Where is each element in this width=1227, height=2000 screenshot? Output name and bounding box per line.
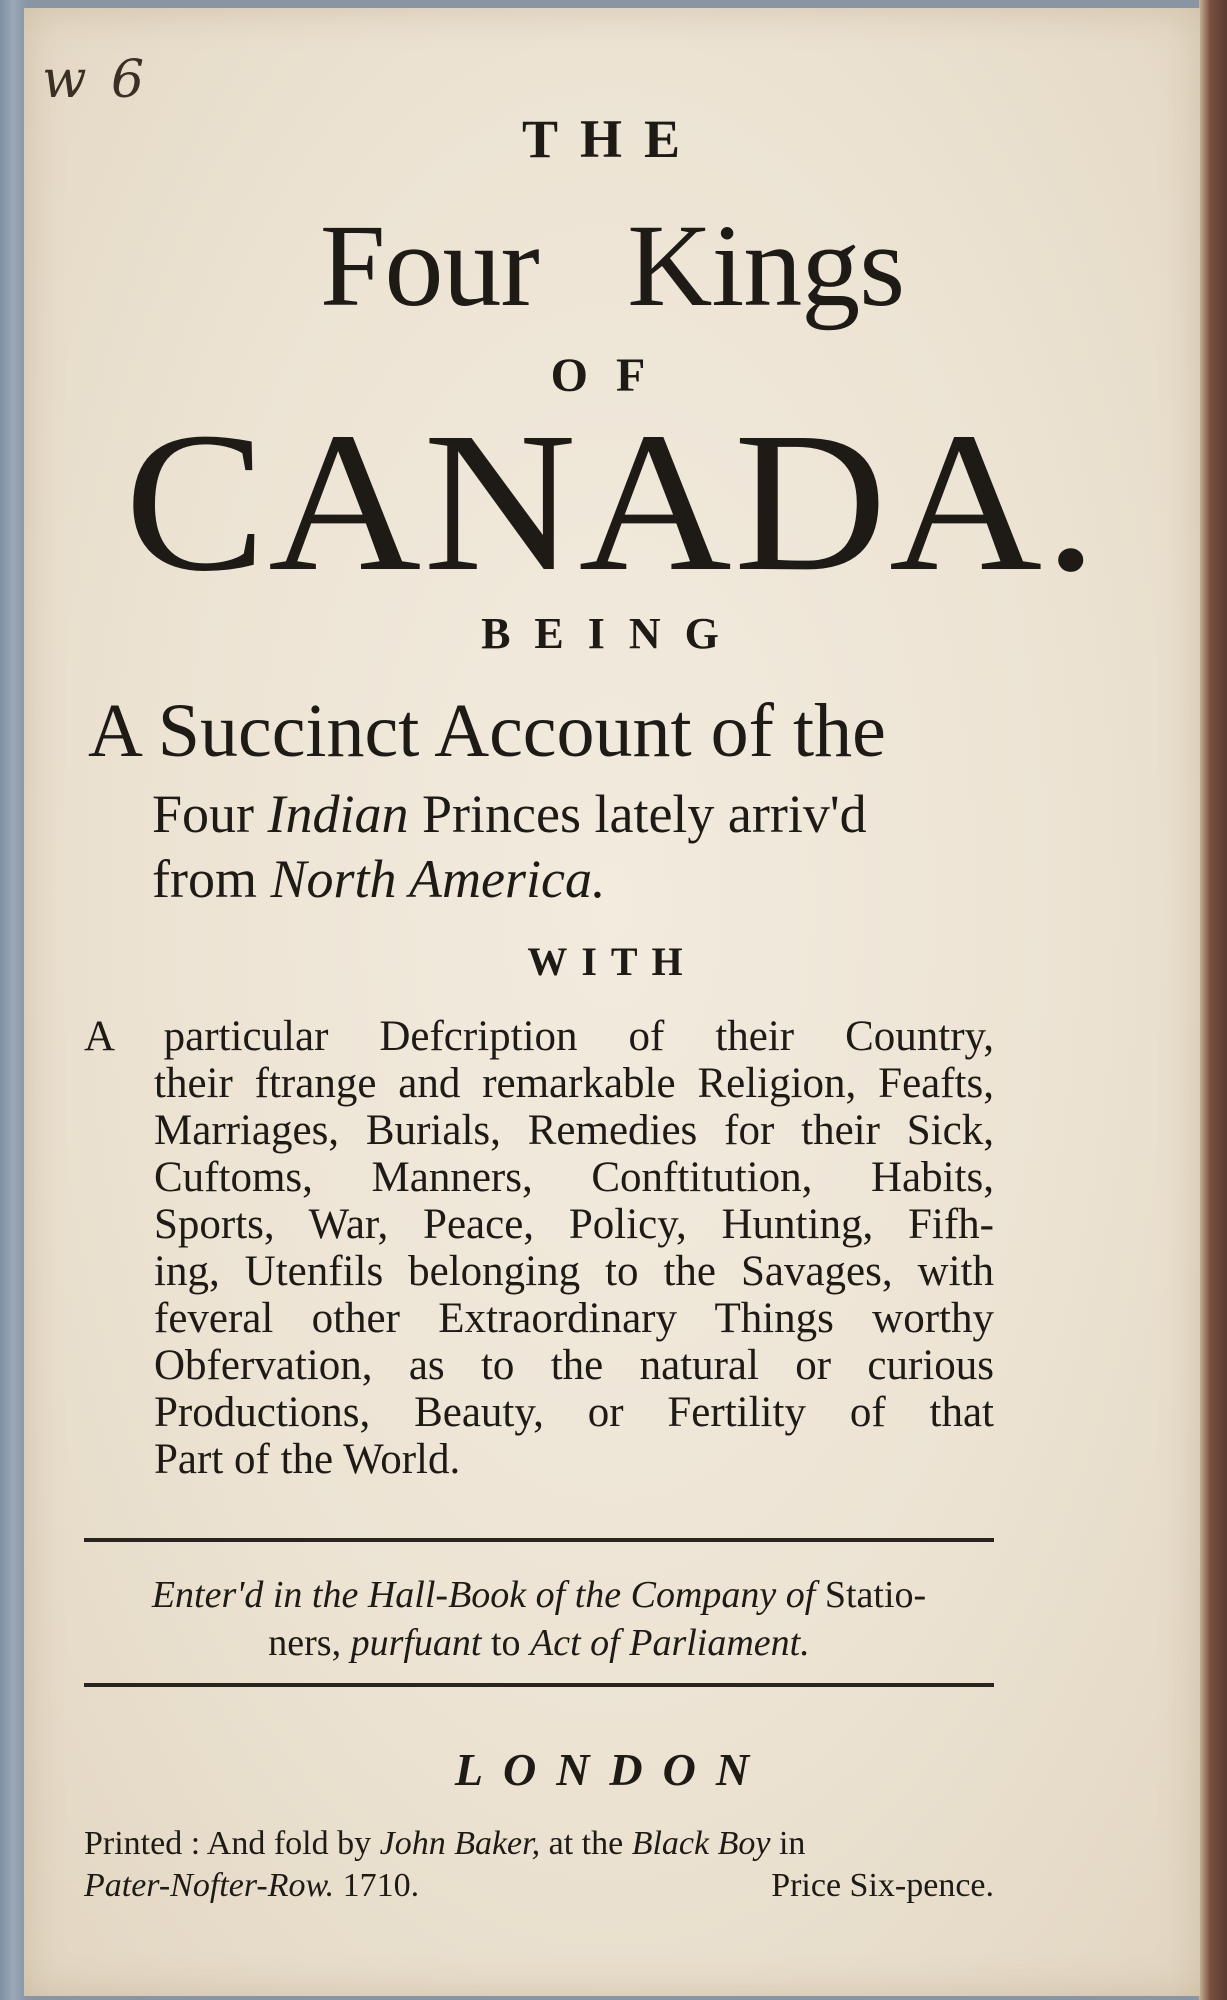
- imprint-italic: Black Boy: [631, 1825, 771, 1862]
- description-line: A particular Defcription of their Country,: [84, 1013, 994, 1060]
- title-of: OF: [550, 349, 674, 402]
- entered-italic: purfuant: [350, 1622, 482, 1664]
- entered-text: to: [481, 1622, 531, 1664]
- imprint-text: at the: [540, 1825, 632, 1862]
- imprint-italic: John Baker,: [379, 1825, 541, 1862]
- subtitle-italic: North America.: [270, 849, 606, 909]
- divider-rule-bottom: [84, 1683, 994, 1687]
- book-gutter-edge: [1199, 0, 1227, 2000]
- description-line: ing, Utenfils belonging to the Savages, with: [154, 1248, 994, 1295]
- entered-line-1: [84, 1571, 994, 1619]
- imprint-block: [84, 1823, 994, 1907]
- imprint-price: Price Six-pence.: [771, 1867, 994, 1904]
- entered-text: ners,: [268, 1622, 351, 1664]
- imprint-place: [84, 1865, 419, 1907]
- subtitle-text: Four: [152, 784, 268, 844]
- description-line: Obfervation, as to the natural or curious: [154, 1342, 994, 1389]
- description-block: [84, 1013, 994, 1483]
- title-four-kings: Four Kings: [319, 200, 905, 331]
- imprint-line-2: [84, 1865, 994, 1907]
- description-line: Part of the World.: [154, 1436, 461, 1483]
- imprint-line-1: [84, 1823, 994, 1865]
- title-canada: CANADA.: [124, 392, 1100, 613]
- description-line: feveral other Extraordinary Things worthy: [154, 1295, 994, 1342]
- imprint-city: LONDON: [454, 1744, 770, 1795]
- divider-rule-top: [84, 1538, 994, 1542]
- subtitle-text: Princes lately arriv'd: [408, 784, 867, 844]
- entered-text: Statio-: [815, 1574, 927, 1616]
- description-line: Marriages, Burials, Remedies for their Sick,: [154, 1107, 994, 1154]
- description-line: Sports, War, Peace, Policy, Hunting, Fifh-: [154, 1201, 994, 1248]
- entered-notice: [84, 1571, 994, 1667]
- description-line: Cuftoms, Manners, Conftitution, Habits,: [154, 1154, 994, 1201]
- imprint-italic: Pater-Nofter-Row.: [84, 1867, 335, 1904]
- entered-italic: Act of Parliament.: [530, 1622, 810, 1664]
- subtitle-line-2: [152, 783, 1227, 845]
- imprint-text: in: [770, 1825, 806, 1862]
- subtitle-line-3: [152, 848, 1227, 910]
- subtitle-italic: Indian: [267, 784, 409, 844]
- title-the: THE: [521, 109, 703, 169]
- description-line: their ftrange and remarkable Religion, Feafts,: [154, 1060, 994, 1107]
- description-line: Productions, Beauty, or Fertility of that: [154, 1389, 994, 1436]
- imprint-text: Printed : And fold by: [84, 1825, 380, 1862]
- title-page: [24, 8, 1200, 1996]
- imprint-year: 1710.: [334, 1867, 420, 1904]
- heading-with: WITH: [527, 939, 697, 984]
- subtitle-line-1: A Succinct Account of the: [88, 689, 886, 773]
- entered-line-2: [84, 1619, 994, 1667]
- entered-italic: Enter'd in the Hall-Book of the Company of: [151, 1574, 816, 1616]
- heading-being: BEING: [481, 609, 743, 658]
- book-binding-edge: [0, 0, 26, 2000]
- subtitle-text: from: [152, 849, 271, 909]
- handwritten-shelfmark: w 6: [42, 50, 149, 110]
